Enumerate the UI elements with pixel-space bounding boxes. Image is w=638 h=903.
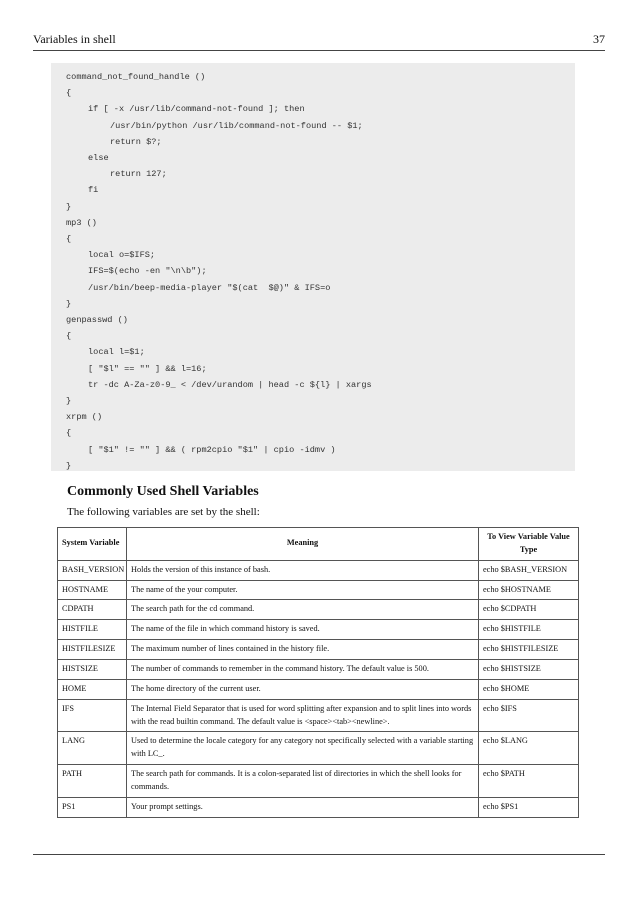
view-command-cell: echo $HOME <box>479 679 579 699</box>
variable-name-cell: HOME <box>58 679 127 699</box>
footer-rule <box>33 854 605 855</box>
code-line: { <box>66 234 72 244</box>
code-line: } <box>66 201 72 212</box>
code-line: [ "$l" == "" ] && l=16; <box>88 363 207 374</box>
code-line: { <box>66 331 72 342</box>
code-line: command_not_found_handle () <box>66 72 206 82</box>
variable-name-cell: HISTFILESIZE <box>58 640 127 660</box>
code-line: return $?; <box>110 136 162 147</box>
table-row <box>58 679 579 699</box>
code-line: genpasswd () <box>66 315 128 325</box>
meaning-cell: Your prompt settings. <box>127 797 479 817</box>
view-command-cell: echo $BASH_VERSION <box>479 560 579 580</box>
meaning-cell: The Internal Field Separator that is used for word splitting after expansion and to split lines into words with the read builtin command. The default value is <space><tab><newline>. <box>127 699 479 732</box>
variable-name-cell: IFS <box>58 699 127 732</box>
code-line: mp3 () <box>66 217 97 228</box>
table-row <box>58 640 579 660</box>
code-line: xrpm () <box>66 412 103 423</box>
code-block <box>51 63 575 471</box>
meaning-cell: The name of the file in which command history is saved. <box>127 620 479 640</box>
code-line: { <box>66 428 72 439</box>
variable-name-cell: HOSTNAME <box>58 580 127 600</box>
section-intro: The following variables are set by the shell: <box>67 506 260 518</box>
table-row <box>58 560 579 580</box>
column-header-meaning: Meaning <box>127 528 479 561</box>
shell-variables-table <box>57 527 579 818</box>
meaning-cell: The home directory of the current user. <box>127 679 479 699</box>
running-header-title: Variables in shell <box>33 32 116 46</box>
code-line: } <box>66 396 72 406</box>
variable-name-cell: HISTFILE <box>58 620 127 640</box>
meaning-cell: Used to determine the locale category for any category not specifically selected with a variable starting with LC_. <box>127 732 479 765</box>
view-command-cell: echo $PATH <box>479 765 579 798</box>
code-line: if [ -x /usr/lib/command-not-found ]; then <box>88 104 305 115</box>
code-line: /usr/bin/python /usr/lib/command-not-found -- $1; <box>110 120 363 131</box>
view-command-cell: echo $HISTFILE <box>479 620 579 640</box>
code-line: [ "$1" != "" ] && ( rpm2cpio "$1" | cpio -idmv ) <box>88 444 336 455</box>
meaning-cell: The maximum number of lines contained in the history file. <box>127 640 479 660</box>
view-command-cell: echo $LANG <box>479 732 579 765</box>
code-line: { <box>66 88 72 99</box>
view-command-cell: echo $HOSTNAME <box>479 580 579 600</box>
table-row <box>58 620 579 640</box>
variable-name-cell: PATH <box>58 765 127 798</box>
section-title: Commonly Used Shell Variables <box>67 484 259 499</box>
code-line: fi <box>88 185 99 196</box>
meaning-cell: The name of the your computer. <box>127 580 479 600</box>
table-row <box>58 797 579 817</box>
view-command-cell: echo $HISTSIZE <box>479 660 579 680</box>
code-line: else <box>88 153 109 163</box>
column-header-view-value: To View Variable Value Type <box>479 528 579 561</box>
column-header-system-variable: System Variable <box>58 528 127 561</box>
code-line: local l=$1; <box>88 347 145 358</box>
code-line: } <box>66 460 72 471</box>
code-line: local o=$IFS; <box>88 250 156 261</box>
meaning-cell: The number of commands to remember in the command history. The default value is 500. <box>127 660 479 680</box>
variable-name-cell: CDPATH <box>58 600 127 620</box>
code-line: tr -dc A-Za-z0-9_ < /dev/urandom | head -c ${l} | xargs <box>88 379 372 390</box>
code-line: /usr/bin/beep-media-player "$(cat $@)" & IFS=o <box>88 282 331 293</box>
table-row <box>58 580 579 600</box>
variable-name-cell: HISTSIZE <box>58 660 127 680</box>
table-row <box>58 765 579 798</box>
code-line: IFS=$(echo -en "\n\b"); <box>88 266 207 277</box>
variable-name-cell: BASH_VERSION <box>58 560 127 580</box>
view-command-cell: echo $IFS <box>479 699 579 732</box>
meaning-cell: Holds the version of this instance of bash. <box>127 560 479 580</box>
table-row <box>58 660 579 680</box>
header-rule <box>33 50 605 51</box>
variable-name-cell: PS1 <box>58 797 127 817</box>
table-row <box>58 732 579 765</box>
view-command-cell: echo $CDPATH <box>479 600 579 620</box>
variable-name-cell: LANG <box>58 732 127 765</box>
table-row <box>58 699 579 732</box>
meaning-cell: The search path for commands. It is a colon-separated list of directories in which the shell looks for commands. <box>127 765 479 798</box>
table-header-row <box>58 528 579 561</box>
code-line: return 127; <box>110 169 167 180</box>
view-command-cell: echo $PS1 <box>479 797 579 817</box>
table-row <box>58 600 579 620</box>
view-command-cell: echo $HISTFILESIZE <box>479 640 579 660</box>
meaning-cell: The search path for the cd command. <box>127 600 479 620</box>
page-number: 37 <box>593 32 605 46</box>
code-line: } <box>66 298 72 309</box>
